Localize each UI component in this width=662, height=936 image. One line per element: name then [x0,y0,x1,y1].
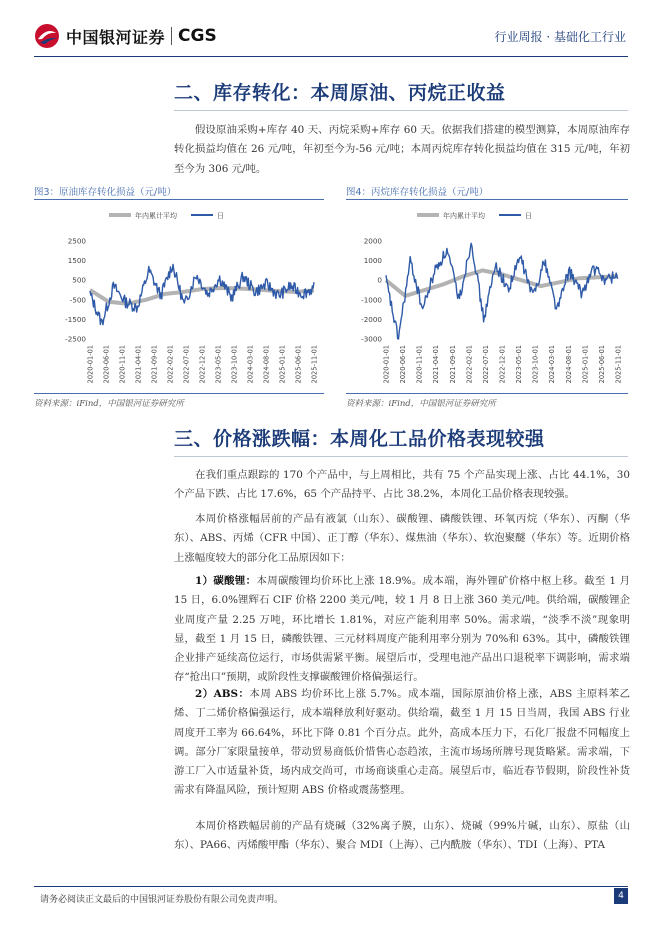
legend-avg-label: 年内累计平均 [135,212,177,220]
abs-lead: 2）ABS： [195,688,250,700]
y-tick-label: -2000 [361,314,382,324]
footer-divider [34,886,628,887]
section-2-paragraph: 假设原油采购+库存 40 天、丙烷采购+库存 60 天。依据我们搭建的模型测算，本周原油库存转化损益均值在 26 元/吨，年初至今为-56 元/吨；本周丙烷库存转化损益均值在 315 元/吨，年初至今为 306 元/吨。 [174,124,630,175]
x-tick-label: 2020-11-01 [415,345,424,384]
page-number: 4 [614,888,628,904]
section-2-rule [174,110,628,111]
x-tick-label: 2021-04-01 [432,345,441,384]
section-3-paragraph-5: 本周价格跌幅居前的产品有烧碱（32%离子膜，山东）、烧碱（99%片碱，山东）、原盐（山东）、PA66、丙烯酸甲酯（华东）、聚合 MDI（上海）、己内酰胺（华东）、TDI（上海）、PTA [174,820,630,852]
x-tick-label: 2023-05-01 [515,345,524,384]
lithium-carbonate-text: 本周碳酸锂均价环比上涨 18.9%。成本端，海外锂矿价格中枢上移。截至 1 月 15 日，6.0%锂辉石 CIF 价格 2200 美元/吨，较 1 月 8 日上涨 360 美元/吨。供给端，碳酸锂企业周度产量 2.25 万吨，环比增长 1.81%，对应产能利用率 50%。需求端，“淡季不淡”现象明显，截至 1 月 15 日，磷酸铁锂、三元材料周度产能利用率分别为 70%和 63%。其中，磷酸铁锂企业排产延续高位运行，市场供需紧平衡。展望后市，受理电池产品出口退税率下调影响，需求端存“抢出口”预期，或阶段性支撑碳酸锂价格偏强运行。 [174,575,631,684]
x-tick-label: 2022-02-01 [166,345,175,384]
brand-logo [34,22,217,50]
fig3-caption: 图3：原油库存转化损益（元/吨） [34,187,177,198]
y-tick-label: 2500 [67,236,86,246]
page-header [0,0,662,70]
fig4-chart [346,201,628,391]
x-tick-label: 2024-08-01 [564,345,573,384]
x-tick-label: 2024-08-01 [262,345,271,384]
section-3-rule [174,456,628,457]
fig3-rule [34,199,324,200]
fig4-rule [346,199,628,200]
section-3-paragraph-1: 在我们重点跟踪的 170 个产品中，与上周相比，共有 75 个产品实现上涨、占比 44.1%，30 个产品下跌、占比 17.6%，65 个产品持平、占比 38.2%，本周化工品价格表现较强。 [174,469,630,501]
series-daily-line [90,264,314,324]
industry-name: 基础化工行业 [553,30,626,44]
x-tick-label: 2021-09-01 [448,345,457,384]
x-tick-label: 2022-12-01 [198,345,207,384]
legend-avg-label: 年内累计平均 [443,212,485,220]
x-tick-label: 2022-12-01 [498,345,507,384]
fig3-svg [34,201,324,391]
brand-name-cn: 中国银河证券 [66,27,166,47]
x-tick-label: 2023-05-01 [214,345,223,384]
x-tick-label: 2022-07-01 [481,345,490,384]
report-separator: · [542,30,554,44]
abs-text: 本周 ABS 均价环比上涨 5.7%。成本端，国际原油价格上涨，ABS 主原料苯乙烯、丁二烯价格偏强运行，成本端释放利好驱动。供给端，截至 1 月 15 日当周，我国 ABS 行业周度开工率为 66.64%，环比下降 0.81 个百分点。此外，高成本压力下，石化厂报盘不同幅度上调。部分厂家限量接单，带动贸易商低价惜售心态趋浓，主流市场场所牌号现货略紧。需求端，下游工厂入市适量补货，场内成交尚可，市场商谈重心走高。展望后市，临近春节假期，阶段性补货需求有降温风险，预计短期 ABS 价格或震荡整理。 [174,688,631,797]
x-tick-label: 2020-01-01 [86,345,95,384]
x-tick-label: 2025-11-01 [614,345,623,384]
header-divider [34,56,628,57]
fig3-source: 资料来源：iFind，中国银河证券研究所 [34,399,184,409]
cgs-logo-icon [34,23,60,49]
brand-name-en: CGS [178,26,217,46]
x-tick-label: 2025-11-01 [310,345,319,384]
fig4-svg [346,201,628,391]
x-tick-label: 2023-10-01 [531,345,540,384]
fig4-caption: 图4：丙烷库存转化损益（元/吨） [346,187,489,198]
x-tick-label: 2021-04-01 [134,345,143,384]
footer-disclaimer: 请务必阅读正文最后的中国银河证券股份有限公司免责声明。 [40,895,284,905]
section-3-paragraph-2: 本周价格涨幅居前的产品有液氯（山东）、碳酸锂、磷酸铁锂、环氧丙烷（华东）、丙酮（华东）、ABS、丙烯（CFR 中国）、正丁醇（华东）、煤焦油（华东）、软泡聚醚（华东）等。近期价格上涨幅度较大的部分化工品原因如下： [174,513,630,564]
x-tick-label: 2020-01-01 [382,345,391,384]
section-3-paragraph-3 [174,572,630,688]
report-type: 行业周报 [494,30,543,44]
x-tick-label: 2021-09-01 [150,345,159,384]
fig4-bottom-rule [346,393,628,394]
lithium-carbonate-lead: 1）碳酸锂： [195,575,257,587]
fig3-chart [34,201,324,391]
y-tick-label: 500 [72,275,86,285]
y-tick-label: -1500 [65,314,86,324]
x-tick-label: 2020-11-01 [118,345,127,384]
x-tick-label: 2020-06-01 [102,345,111,384]
x-tick-label: 2025-06-01 [294,345,303,384]
y-tick-label: 1000 [363,256,382,266]
x-tick-label: 2020-06-01 [399,345,408,384]
legend-daily-label: 日 [525,212,532,220]
x-tick-label: 2022-02-01 [465,345,474,384]
y-tick-label: 1500 [67,256,86,266]
series-cumulative-avg-line [386,270,618,295]
section-3-title: 三、价格涨跌幅：本周化工品价格表现较强 [174,428,545,450]
y-tick-label: -3000 [361,334,382,344]
x-tick-label: 2022-07-01 [182,345,191,384]
x-tick-label: 2025-06-01 [597,345,606,384]
x-tick-label: 2024-03-01 [246,345,255,384]
y-tick-label: 0 [377,275,382,285]
x-tick-label: 2025-01-01 [581,345,590,384]
y-tick-label: -500 [69,295,86,305]
x-tick-label: 2025-01-01 [278,345,287,384]
legend-daily-label: 日 [217,212,224,220]
section-3-paragraph-4 [174,685,630,801]
y-tick-label: -1000 [361,295,382,305]
x-tick-label: 2023-10-01 [230,345,239,384]
brand-divider [171,27,172,45]
y-tick-label: -2500 [65,334,86,344]
y-tick-label: 2000 [363,236,382,246]
x-tick-label: 2024-03-01 [548,345,557,384]
section-2-title: 二、库存转化：本周原油、丙烷正收益 [174,82,506,104]
report-category [495,28,626,45]
fig3-bottom-rule [34,393,324,394]
fig4-source: 资料来源：iFind，中国银河证券研究所 [346,399,496,409]
